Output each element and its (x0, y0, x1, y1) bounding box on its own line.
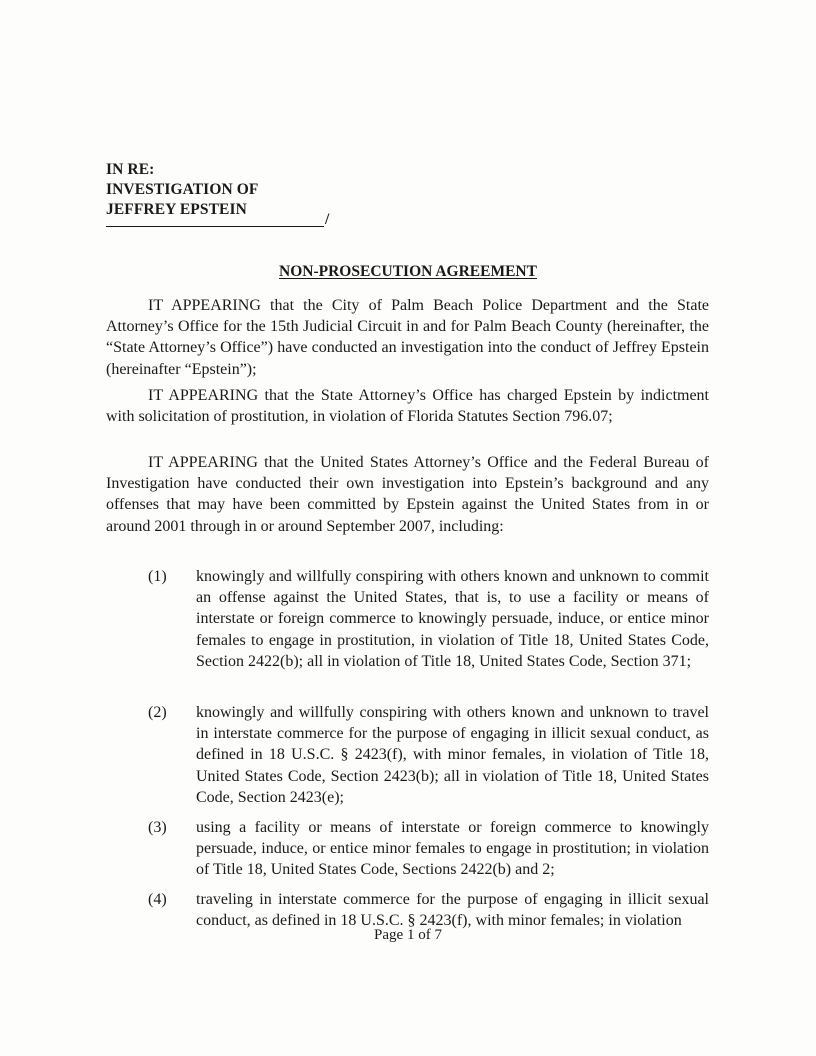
offense-item-3-number: (3) (148, 819, 167, 836)
offense-item-2-text: knowingly and willfully conspiring with others known and unknown to travel in interstate commerce for the purpose of engaging in illicit sexual conduct, as defined in 18 U.S.C. § 2423(f), with minor females, in violation of Title 18, United States Code, Section 2423(b); all in violation of Title 18, United States Code, Section 2423(e); (196, 704, 709, 806)
page-number: Page 1 of 7 (374, 927, 442, 943)
offense-item-1-text: knowingly and willfully conspiring with others known and unknown to commit an offense against the United States, that is, to use a facility or means of interstate or foreign commerce to knowingly persuade, induce, or entice minor females to engage in prostitution, in violation of Title 18, United States Code, Section 2422(b); all in violation of Title 18, United States Code, Section 371; (196, 568, 709, 670)
caption-investigation: INVESTIGATION OF (106, 181, 259, 198)
caption-rule (106, 226, 324, 227)
caption-subject: JEFFREY EPSTEIN (106, 201, 247, 218)
document-title-text: NON-PROSECUTION AGREEMENT (279, 263, 537, 280)
caption-in-re: IN RE: (106, 161, 155, 178)
offense-item-3 (148, 817, 709, 881)
paragraph-1: IT APPEARING that the City of Palm Beach Police Department and the State Attorney’s Office for the 15th Judicial Circuit in and for Palm Beach County (hereinafter, the “State Attorney’s Office”) have conducted an investigation into the conduct of Jeffrey Epstein (hereinafter “Epstein”); (106, 297, 709, 378)
offense-item-4-text: traveling in interstate commerce for the purpose of engaging in illicit sexual conduct, as defined in 18 U.S.C. § 2423(f), with minor females; in violation (196, 891, 709, 930)
paragraph-3: IT APPEARING that the United States Attorney’s Office and the Federal Bureau of Investigation have conducted their own investigation into Epstein’s background and any offenses that may have been committed by Epstein against the United States from in or around 2001 through in or around September 2007, including: (106, 454, 709, 535)
case-caption (106, 160, 258, 220)
offense-item-1-number: (1) (148, 568, 167, 585)
offense-item-3-text: using a facility or means of interstate or foreign commerce to knowingly persuade, induce, or entice minor females to engage in prostitution; in violation of Title 18, United States Code, Sections 2422(b) and 2; (196, 819, 709, 879)
offense-item-2 (148, 702, 709, 808)
offense-item-1 (148, 566, 709, 672)
document-title (0, 262, 816, 282)
paragraph-2: IT APPEARING that the State Attorney’s Office has charged Epstein by indictment with solicitation of prostitution, in violation of Florida Statutes Section 796.07; (106, 387, 709, 426)
offense-item-4-number: (4) (148, 891, 167, 908)
offense-item-2-number: (2) (148, 704, 167, 721)
caption-slash: / (325, 211, 330, 228)
